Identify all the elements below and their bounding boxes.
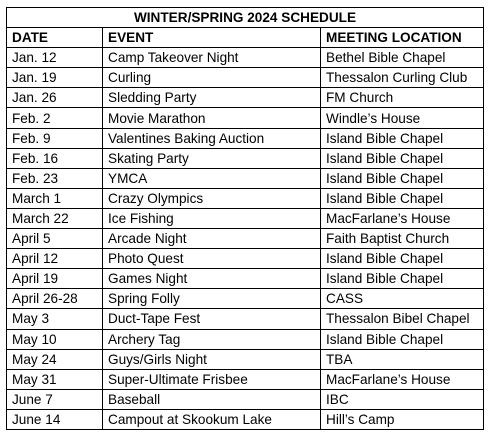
event-cell: Photo Quest	[103, 249, 321, 269]
date-cell: April 26-28	[7, 289, 103, 309]
schedule-table	[6, 7, 484, 430]
date-cell: April 5	[7, 229, 103, 249]
date-cell: March 1	[7, 188, 103, 208]
date-cell: April 19	[7, 269, 103, 289]
location-cell: Windle’s House	[321, 108, 484, 128]
table-row	[7, 329, 484, 349]
date-cell: Jan. 19	[7, 68, 103, 88]
date-cell: May 10	[7, 329, 103, 349]
event-cell: Camp Takeover Night	[103, 48, 321, 68]
event-cell: Skating Party	[103, 148, 321, 168]
table-row	[7, 269, 484, 289]
event-cell: YMCA	[103, 168, 321, 188]
event-cell: Crazy Olympics	[103, 188, 321, 208]
event-cell: Sledding Party	[103, 88, 321, 108]
table-row	[7, 88, 484, 108]
event-cell: Duct-Tape Fest	[103, 309, 321, 329]
table-row	[7, 349, 484, 369]
date-cell: May 3	[7, 309, 103, 329]
table-row	[7, 309, 484, 329]
table-row	[7, 108, 484, 128]
table-row	[7, 48, 484, 68]
event-cell: Baseball	[103, 389, 321, 409]
location-cell: IBC	[321, 389, 484, 409]
event-cell: Spring Folly	[103, 289, 321, 309]
title-row	[7, 8, 484, 28]
location-cell: FM Church	[321, 88, 484, 108]
date-cell: May 31	[7, 369, 103, 389]
table-row	[7, 68, 484, 88]
location-cell: Faith Baptist Church	[321, 229, 484, 249]
date-cell: Feb. 23	[7, 168, 103, 188]
table-row	[7, 289, 484, 309]
table-row	[7, 148, 484, 168]
location-cell: Island Bible Chapel	[321, 128, 484, 148]
date-cell: April 12	[7, 249, 103, 269]
table-row	[7, 128, 484, 148]
event-cell: Ice Fishing	[103, 208, 321, 228]
location-cell: Thessalon Curling Club	[321, 68, 484, 88]
location-cell: Island Bible Chapel	[321, 168, 484, 188]
table-row	[7, 409, 484, 429]
location-cell: CASS	[321, 289, 484, 309]
event-cell: Super-Ultimate Frisbee	[103, 369, 321, 389]
event-cell: Movie Marathon	[103, 108, 321, 128]
date-cell: Feb. 2	[7, 108, 103, 128]
date-cell: June 7	[7, 389, 103, 409]
location-cell: Thessalon Bibel Chapel	[321, 309, 484, 329]
event-cell: Valentines Baking Auction	[103, 128, 321, 148]
event-cell: Archery Tag	[103, 329, 321, 349]
table-row	[7, 208, 484, 228]
date-cell: Feb. 16	[7, 148, 103, 168]
location-cell: Island Bible Chapel	[321, 249, 484, 269]
location-cell: TBA	[321, 349, 484, 369]
date-cell: May 24	[7, 349, 103, 369]
date-cell: March 22	[7, 208, 103, 228]
schedule-body	[7, 48, 484, 430]
location-cell: Island Bible Chapel	[321, 269, 484, 289]
event-cell: Games Night	[103, 269, 321, 289]
table-row	[7, 229, 484, 249]
location-cell: Island Bible Chapel	[321, 329, 484, 349]
location-cell: Island Bible Chapel	[321, 148, 484, 168]
table-row	[7, 369, 484, 389]
table-row	[7, 188, 484, 208]
location-column-header: MEETING LOCATION	[321, 28, 484, 48]
table-row	[7, 168, 484, 188]
date-cell: Jan. 26	[7, 88, 103, 108]
schedule-title: WINTER/SPRING 2024 SCHEDULE	[7, 8, 484, 28]
location-cell: MacFarlane’s House	[321, 369, 484, 389]
location-cell: Hill’s Camp	[321, 409, 484, 429]
date-cell: June 14	[7, 409, 103, 429]
date-column-header: DATE	[7, 28, 103, 48]
event-cell: Arcade Night	[103, 229, 321, 249]
table-row	[7, 249, 484, 269]
event-column-header: EVENT	[103, 28, 321, 48]
event-cell: Curling	[103, 68, 321, 88]
event-cell: Guys/Girls Night	[103, 349, 321, 369]
date-cell: Jan. 12	[7, 48, 103, 68]
header-row	[7, 28, 484, 48]
table-row	[7, 389, 484, 409]
location-cell: Island Bible Chapel	[321, 188, 484, 208]
location-cell: MacFarlane’s House	[321, 208, 484, 228]
date-cell: Feb. 9	[7, 128, 103, 148]
event-cell: Campout at Skookum Lake	[103, 409, 321, 429]
location-cell: Bethel Bible Chapel	[321, 48, 484, 68]
